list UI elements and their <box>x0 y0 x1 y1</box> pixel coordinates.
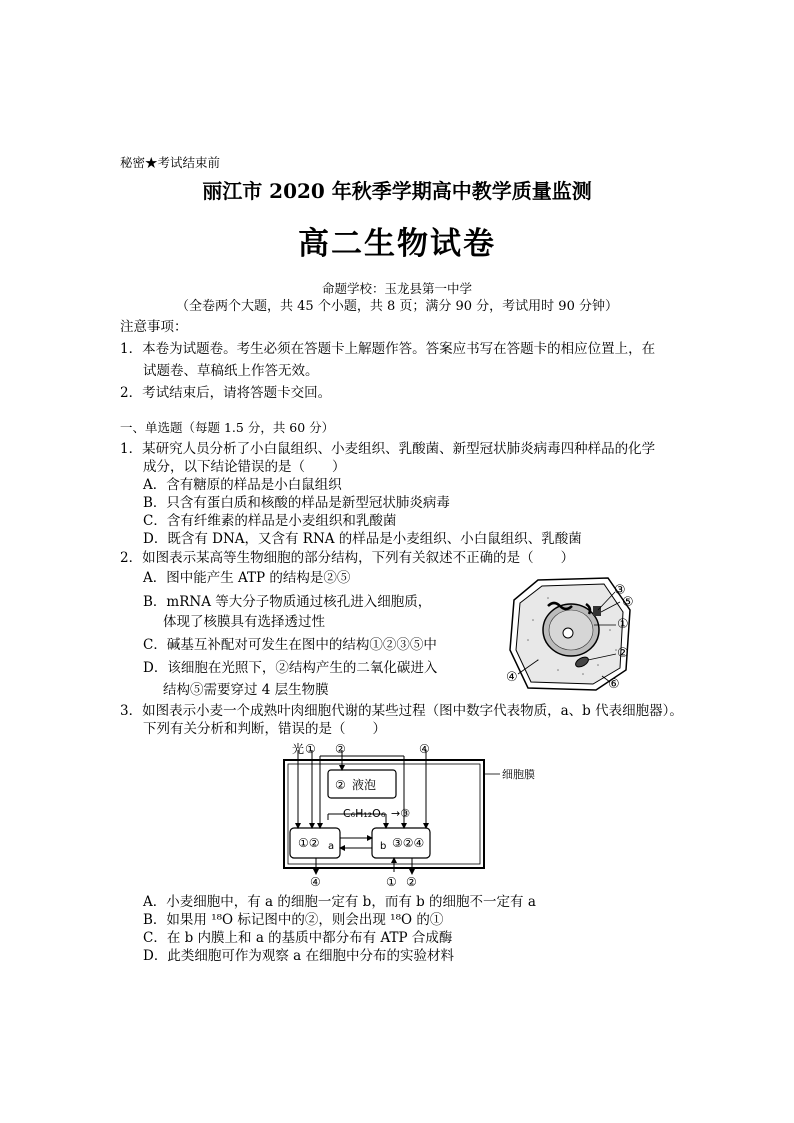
exam-title: 丽江市 2020 年秋季学期高中教学质量监测 <box>202 179 592 203</box>
q2-option-a: A．图中能产生 ATP 的结构是②⑤ <box>143 570 351 586</box>
diagram-b-box: ③②④ <box>392 836 425 850</box>
golgi <box>593 606 601 616</box>
exam-info: （全卷两个大题，共 45 个小题，共 8 页；满分 90 分，考试用时 90 分钟） <box>176 299 618 314</box>
notes-heading: 注意事项： <box>120 319 188 335</box>
q3-stem-line1: 3．如图表示小麦一个成熟叶肉细胞代谢的某些过程（图中数字代表物质，a、b 代表细胞器）。 <box>120 703 683 719</box>
cell-metabolism-diagram <box>278 740 558 890</box>
q3-stem-line2: 下列有关分析和判断，错误的是（ ） <box>143 721 386 737</box>
q2-option-b-line1: B．mRNA 等大分子物质通过核孔进入细胞质， <box>143 594 432 610</box>
q1-stem-line2: 成分，以下结论错误的是（ ） <box>143 459 346 475</box>
note-1-line2: 试题卷、草稿纸上作答无效。 <box>143 363 319 379</box>
q2-option-c: C．碱基互补配对可发生在图中的结构①②③⑤中 <box>143 637 437 653</box>
cell-label-2: ② <box>617 646 629 661</box>
diagram-glucose: C₆H₁₂O₆ <box>343 807 386 820</box>
cell-label-5: ⑤ <box>622 595 634 610</box>
q1-stem-line1: 1．某研究人员分析了小白鼠组织、小麦组织、乳酸菌、新型冠状肺炎病毒四种样品的化学 <box>120 441 656 457</box>
q1-option-c: C．含有纤维素的样品是小麦组织和乳酸菌 <box>143 513 397 529</box>
diagram-glucose-out: →③ <box>391 807 411 820</box>
cell-label-3: ③ <box>614 583 626 598</box>
note-1-line1: 1．本卷为试题卷。考生必须在答题卡上解题作答。答案应书写在答题卡的相应位置上，在 <box>120 341 656 357</box>
diagram-light-label: 光 <box>292 742 305 756</box>
diagram-b-label: b <box>380 841 387 852</box>
cell-label-1: ① <box>617 617 629 632</box>
note-2: 2．考试结束后，请将答题卡交回。 <box>120 385 332 401</box>
q1-option-b: B．只含有蛋白质和核酸的样品是新型冠状肺炎病毒 <box>143 495 450 511</box>
q3-option-b: B．如果用 ¹⁸O 标记图中的②，则会出现 ¹⁸O 的① <box>143 912 444 928</box>
diagram-a-box: ①② <box>298 836 320 850</box>
q2-option-b-line2: 体现了核膜具有选择透过性 <box>163 614 325 630</box>
diagram-membrane-label: 细胞膜 <box>502 768 535 781</box>
question-school: 命题学校：玉龙县第一中学 <box>321 281 472 296</box>
diagram-bottom3: ② <box>406 875 417 889</box>
q2-option-d-line2: 结构⑤需要穿过 4 层生物膜 <box>163 682 329 698</box>
diagram-top-in3: ④ <box>419 742 430 756</box>
section-heading: 一、单选题（每题 1.5 分，共 60 分） <box>120 420 335 435</box>
q3-option-d: D．此类细胞可作为观察 a 在细胞中分布的实验材料 <box>143 948 454 964</box>
diagram-a-label: a <box>328 841 335 852</box>
q1-option-a: A．含有糖原的样品是小白鼠组织 <box>143 477 342 493</box>
q3-option-c: C．在 b 内膜上和 a 的基质中都分布有 ATP 合成酶 <box>143 930 453 946</box>
confidential-mark: 秘密★考试结束前 <box>120 155 221 170</box>
diagram-bottom2: ① <box>386 875 397 889</box>
q3-option-a: A．小麦细胞中，有 a 的细胞一定有 b，而有 b 的细胞不一定有 a <box>143 894 536 910</box>
diagram-bottom1: ④ <box>310 875 321 889</box>
cell-label-4: ④ <box>506 670 518 685</box>
diagram-vacuole-num: ② <box>335 778 346 792</box>
cell-label-6: ⑥ <box>608 677 620 692</box>
q2-stem: 2．如图表示某高等生物细胞的部分结构，下列有关叙述不正确的是（ ） <box>120 550 575 566</box>
q2-option-d-line1: D．该细胞在光照下，②结构产生的二氧化碳进入 <box>143 660 438 676</box>
q1-option-d: D．既含有 DNA，又含有 RNA 的样品是小麦组织、小白鼠组织、乳酸菌 <box>143 531 582 547</box>
diagram-top-in2: ② <box>335 742 346 756</box>
diagram-top-in1: ① <box>305 742 316 756</box>
subject-title: 高二生物试卷 <box>298 226 496 262</box>
diagram-vacuole-label: 液泡 <box>352 778 377 792</box>
nucleolus <box>563 628 573 638</box>
